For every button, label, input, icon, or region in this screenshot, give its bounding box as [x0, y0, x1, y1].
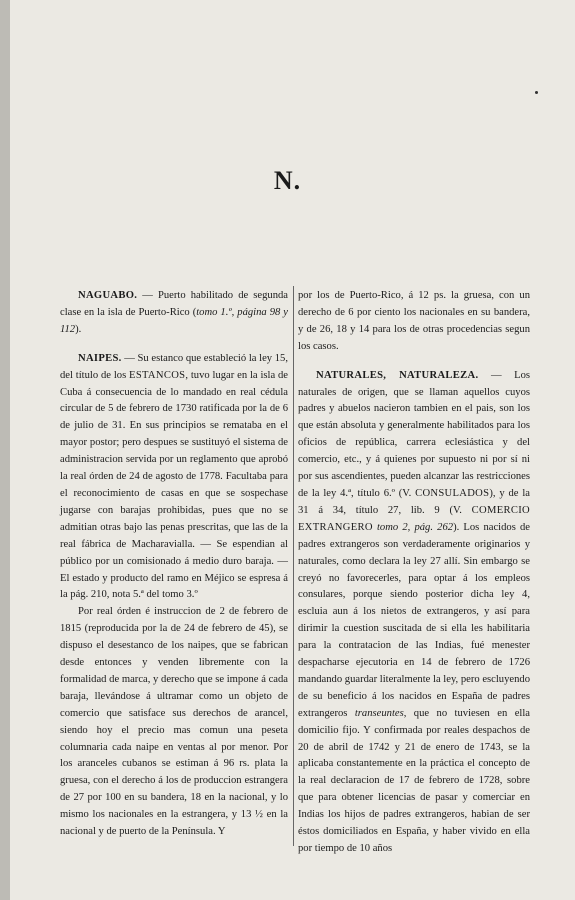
entry-text: — Su estanco que estableció la ley 15, del título de los [60, 352, 288, 381]
scan-edge-shadow [0, 0, 10, 900]
entry-head: NAGUABO. [78, 290, 138, 301]
entry-text: — Los naturales de origen, que se llaman aquellos cuyos padres y abuelos nacieron tambien en el pais, son los que están absoluta y generalmente habilitados para los oficios de república, carrera eclesiástica y del comercio, etc., y á quienes por supuesto ni por sí ni por sus ascendientes, pueden alcanzar las restricciones de la ley 4.ª, título 6.º (V. [298, 369, 531, 499]
entry-reference: tomo 2, pág. 262 [376, 521, 454, 533]
section-letter: N. [273, 166, 302, 195]
entry-head: NATURALES, NATURALEZA. [316, 369, 479, 381]
entry-text: ). Los nacidos de padres extrangeros son verdaderamente originarios y naturales, como declara la ley 27 allí. Sin embargo se creyó no favorecerles, para optar á los empleos consulares, porque siendo posterior dicha ley 4, escluia aun á los nietos de extrangeros, y así para dirimir la cuestion suscitada de si ella les habilitaria para la contratacion de las Indias, fué menester despacharse ejecutoria en 14 de febrero de 1726 mandando guardar literalmente la ley, pero escluyendo de su beneficio á los nacidos en España de padres extrangeros [298, 521, 530, 719]
entry-text: , que no tuviesen en ella domicilio fijo. Y confirmada por reales despachos de 20 de abril de 1742 y 21 de enero de 1743, se la aplicaba constantemente en la práctica el concepto de la real declaracion de 17 de febrero de 1728, sobre que para obtener licencias de pasar y comerciar en Indias los hijos de padres extrangeros, habian de ser éstos domiciliados en España, y haber vivido en ella por tiempo de 10 años [298, 707, 530, 854]
ink-speck [535, 91, 538, 94]
entry-text-end: ). [75, 323, 82, 335]
entry-head: NAIPES. [78, 352, 122, 364]
entry-text: ), y de la 31 á 34, título 27, lib. 9 (V. [298, 487, 530, 516]
entry-reference: tomo 1.º, página 98 y 112 [60, 306, 289, 335]
entry-naturales [298, 368, 530, 858]
entry-text: , tuvo lugar en la isla de Cuba á consecuencia de lo mandado en real cédula circular de 5 de febrero de 1730 ratificada por la de 6 de julio de 31. En sus principios se remataba en el mayor postor; pero despues se sustituyó el sistema de administracion servida por un reglamento que aprobó la real órden de 24 de agosto de 1778. Facultaba para el reconocimiento de casas en que se sospechase jugarse con barajas prohibidas, pues que no se admitian otras bajo las penas prescritas, que las de la real fábrica de Macharavialla. — Se espendian al público por un comisionado á medio duro baraja. — El estado y producto del ramo en Méjico se espresa á la pág. 210, nota 5.ª del tomo 3.º [60, 369, 289, 601]
cross-reference: ESTANCOS [129, 369, 186, 381]
cross-reference: CONSULADOS [415, 487, 490, 499]
right-column [298, 288, 530, 858]
paragraph-orden-1815: Por real órden é instruccion de 2 de febrero de 1815 (reproducida por la de 24 de febrero de 45), se dispuso el desestanco de los naipes, que se fabrican desde entonces y venden libremente con la formalidad de marca, y derecho que se impone á cada baraja, llevándose á ultramar como un objeto de comercio que satisface sus derechos de arancel, siendo hoy el precio mas comun una peseta columnaria cada naipe en ventas al por menor. Por los aranceles cubanos se estiman á 96 rs. plata la gruesa, con el derecho á los de produccion estrangera de 27 por 100 en su bandera, 18 en la nacional, y lo mismo los nacionales en la estrangera, y 13 ½ en la nacional y de puerto de la Península. Y [60, 606, 288, 838]
entry-text: — Puerto habilitado de segunda clase en la isla de Puerto-Rico ( [60, 290, 288, 318]
entry-naguabo [60, 288, 288, 339]
italic-word: transeuntes [354, 707, 404, 719]
left-column [60, 288, 288, 841]
column-divider [293, 286, 294, 846]
cross-reference: COMERCIO EXTRANGERO [298, 504, 530, 533]
paragraph-continuation: por los de Puerto-Rico, á 12 ps. la gruesa, con un derecho de 6 por ciento los nacionales en su bandera, y de 26, 18 y 14 para los de otras procedencias segun los casos. [298, 290, 530, 352]
entry-naipes [60, 351, 288, 605]
